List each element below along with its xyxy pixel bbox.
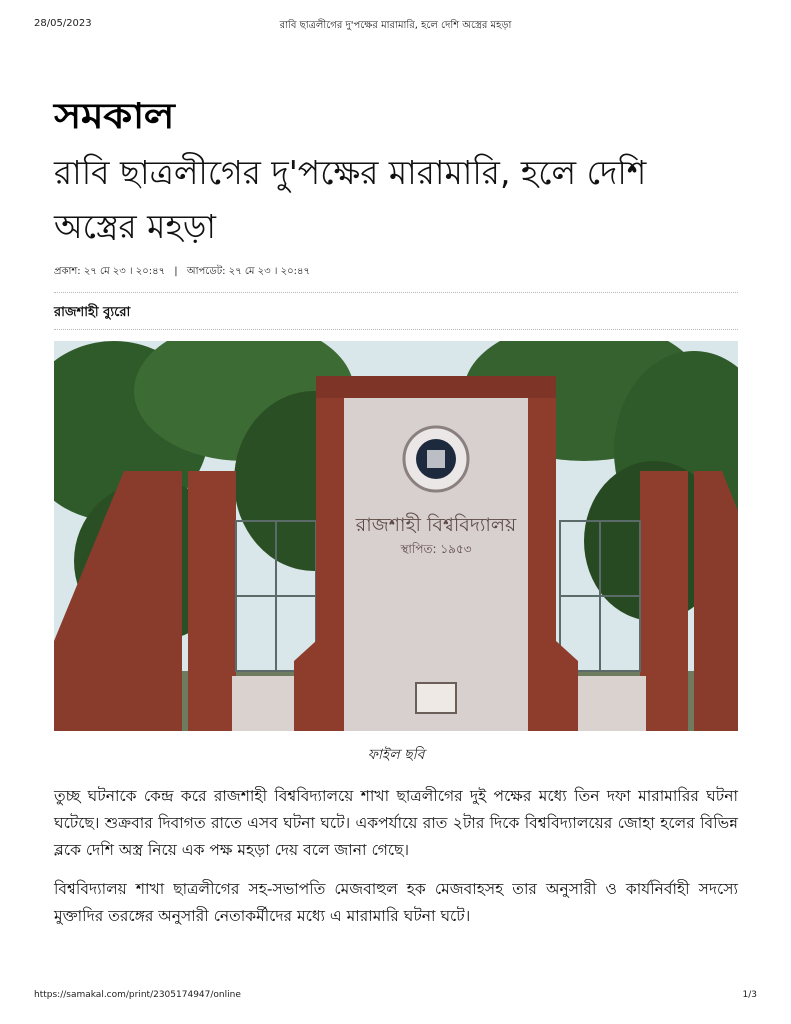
print-header xyxy=(34,18,757,32)
article-paragraph: বিশ্ববিদ্যালয় শাখা ছাত্রলীগের সহ-সভাপতি মেজবাহুল হক মেজবাহসহ তার অনুসারী ও কার্যনির্বাহী সদস্যে মুক্তাদির তরঙ্গের অনুসারী নেতাকর্মীদের মধ্যে এ মারামারি ঘটনা ঘটে। xyxy=(54,880,738,925)
print-date: 28/05/2023 xyxy=(34,18,92,29)
article-headline: রাবি ছাত্রলীগের দু'পক্ষের মারামারি, হলে দেশি অস্ত্রের মহড়া xyxy=(54,153,647,246)
print-footer xyxy=(34,990,757,1004)
photo-caption: ফাইল ছবি xyxy=(367,747,425,763)
published-time: প্রকাশ: ২৭ মে ২৩ । ২০:৪৭ xyxy=(54,266,166,277)
print-doc-title: রাবি ছাত্রলীগের দু'পক্ষের মারামারি, হলে দেশি অস্ত্রের মহড়া xyxy=(279,20,512,31)
article-byline: রাজশাহী ব্যুরো xyxy=(54,305,131,320)
updated-time: আপডেট: ২৭ মে ২৩ । ২০:৪৭ xyxy=(186,266,310,277)
gate-year-text: স্থাপিত: ১৯৫৩ xyxy=(400,542,472,556)
article-content xyxy=(54,92,738,930)
samakal-logo: সমকাল xyxy=(54,94,174,137)
article-photo xyxy=(54,341,738,731)
article-meta xyxy=(54,264,738,278)
meta-separator: | xyxy=(174,266,178,277)
article-paragraph: তুচ্ছ ঘটনাকে কেন্দ্র করে রাজশাহী বিশ্ববিদ্যালয়ে শাখা ছাত্রলীগের দুই পক্ষের মধ্যে তিন দফা মারামারির ঘটনা ঘটেছে। শুক্রবার দিবাগত রাতে এসব ঘটনা ঘটে। একপর্যায়ে রাত ২টার দিকে বিশ্ববিদ্যালয়ের জোহা হলের বিভিন্ন ব্লকে দেশি অস্ত্র নিয়ে এক পক্ষ মহড়া দেয় বলে জানা গেছে। xyxy=(54,787,738,859)
divider xyxy=(54,329,738,330)
gate-name-text: রাজশাহী বিশ্ববিদ্যালয় xyxy=(355,514,517,536)
print-url: https://samakal.com/print/2305174947/online xyxy=(34,990,241,1000)
page-number: 1/3 xyxy=(742,990,757,1000)
divider xyxy=(54,292,738,293)
